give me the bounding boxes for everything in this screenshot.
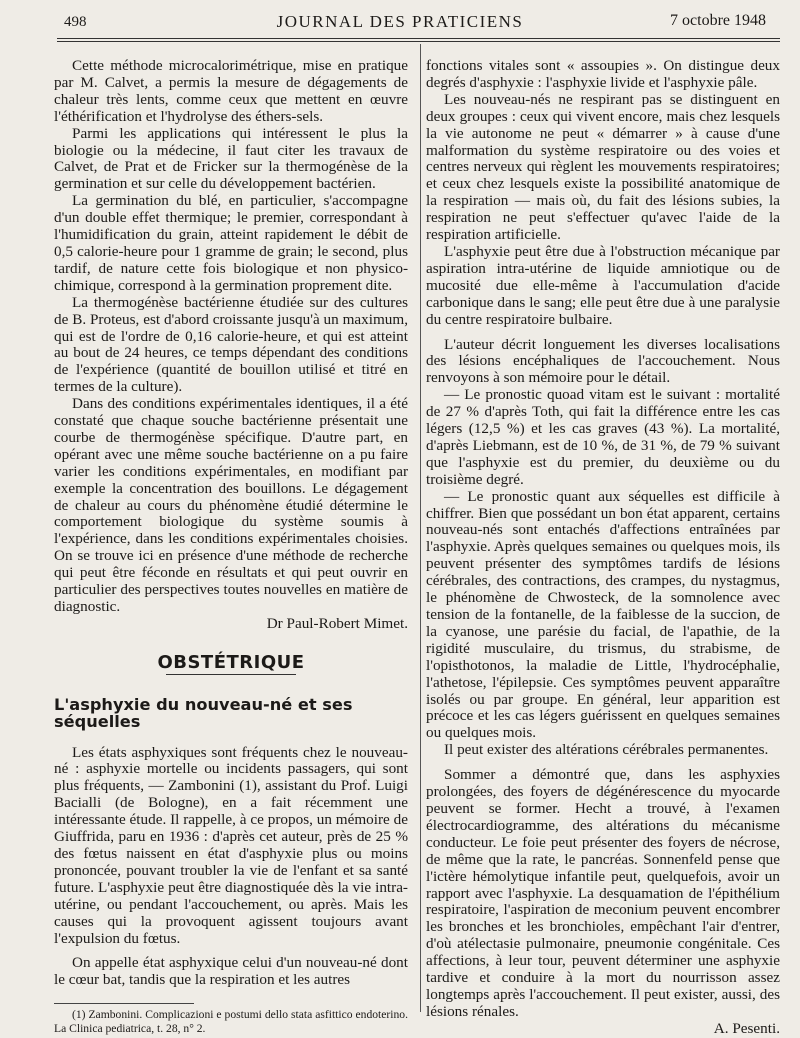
paragraph: Il peut exister des altérations cérébrales permanentes. (444, 741, 769, 759)
paragraph: Les états asphyxiques sont fréquents chez le nouveau-né : asphyxie mortelle ou incidents passagers, qui sont plus fréquents, — Zambonini (1), assistant du Prof. Luigi Bacialli (de Bologne), en a fait récemment une intéressante étude. Il rappelle, à ce propos, un mémoire de Giuffrida, paru en 1936 : d'après cet auteur, près de 25 % des fœtus naissent en état d'asphyxie plus ou moins prononcée, pouvant troubler la vie de l'enfant et sa santé future. L'asphyxie peut être diagnostiquée dès la vie intra-utérine, ou pendant l'accouchement, ou après. Mais les causes qui la provoquent agissent toujours avant l'expulsion du fœtus. (54, 743, 408, 947)
column-divider (420, 44, 421, 1012)
paragraph: Les nouveau-nés ne respirant pas se distinguent en deux groupes : ceux qui vivent encore, mais chez lesquels la vie autonome ne peut « démarrer » à cause d'une malformation du système respiratoire ou des voies et centres nerveux qui règlent les mouvements respiratoires; et ceux chez lesquels existe la possibilité anatomique de la respiration — mais où, du fait des lésions subies, la respiration ne peut s'effectuer qu'avec l'aide de la respiration artificielle. (426, 90, 780, 244)
right-column (426, 58, 780, 1038)
page-header (0, 8, 800, 32)
paragraph: — Le pronostic quant aux séquelles est difficile à chiffrer. Bien que possédant un bon état apparent, certains nouveau-nés sont entachés d'affections entraînées par l'asphyxie. Après quelques semaines ou quelques mois, ils peuvent présenter des symptômes tardifs de lésions cérébrales, des contractions, des crampes, du nystagmus, le phénomène de Chwosteck, de la somnolence avec tension de la fontanelle, de la faiblesse de la succion, de la cyanose, une parésie du facial, de l'apathie, de la rigidité musculaire, du trismus, du strabisme, de l'opisthotonos, la maladie de Little, l'hydrocéphalie, l'athetose, l'épilepsie. Ces symptômes peuvent apparaître isolés ou par groupe. En général, leur apparition est précoce et les cas légers guérissent en quelques semaines ou quelques mois. (426, 487, 780, 742)
issue-date: 7 octobre 1948 (670, 12, 766, 29)
paragraph: La thermogénèse bactérienne étudiée sur des cultures de B. Proteus, est d'abord croissante jusqu'à un maximum, qui est de l'ordre de 0,16 calorie-heure, et qui est atteint au bout de 24 heures, ce temps dépendant des conditions de l'expérience (quantité de bouillon utilisé et titré en termes de la culture). (54, 293, 408, 396)
author-signature: Dr Paul-Robert Mimet. (266, 614, 408, 632)
journal-title: JOURNAL DES PRATICIENS (276, 12, 524, 31)
paragraph: fonctions vitales sont « assoupies ». On distingue deux degrés d'asphyxie : l'asphyxie livide et l'asphyxie pâle. (426, 57, 780, 91)
section-underline (166, 674, 296, 675)
paragraph: L'auteur décrit longuement les diverses localisations des lésions encéphaliques de l'accouchement. Nous renvoyons à son mémoire pour le détail. (426, 335, 780, 387)
paragraph: L'asphyxie peut être due à l'obstruction mécanique par aspiration intra-utérine de liquide amniotique ou de mucosité due elle-même à l'accumulation d'acide carbonique dans le sang; elle peut être due à une paralysie du centre respiratoire bulbaire. (426, 242, 780, 328)
paragraph: — Le pronostic quoad vitam est le suivant : mortalité de 27 % d'après Toth, qui fait la différence entre les cas légers (12,5 %) et les cas graves (43 %). La mortalité, d'après Liebmann, est de 10 %, de 31 %, de 79 % suivant que l'asphyxie est du premier, du deuxième ou du troisième degré. (426, 386, 780, 488)
section-title: OBSTÉTRIQUE (157, 651, 305, 673)
paragraph: Parmi les applications qui intéressent le plus la biologie ou la médecine, il faut citer les travaux de Calvet, de Prat et de Fricker sur la thermogénèse de la germination et sur celle du développement bactérien. (54, 124, 408, 193)
paragraph: La germination du blé, en particulier, s'accompagne d'un double effet thermique; le premier, correspondant à l'humidification du grain, atteint rapidement le débit de 0,5 calorie-heure pour 1 gramme de grain; le second, plus tardif, de nature cette fois biologique et non physico-chimique, correspond à la germination proprement dite. (54, 192, 408, 294)
left-column (54, 58, 408, 1036)
paragraph: On appelle état asphyxique celui d'un nouveau-né dont le cœur bat, tandis que la respiration et les autres (54, 954, 408, 989)
header-rule-double (57, 41, 780, 42)
paragraph: Sommer a démontré que, dans les asphyxies prolongées, des foyers de dégénérescence du myocarde peuvent se former. Hecht a trouvé, à l'examen électrocardiogramme, des altérations du mécanisme conducteur. Le foie peut présenter des foyers de nécrose, de même que la rate, le pancréas. Sonnenfeld pense que l'ictère hémolytique infantile peut, quelquefois, avoir un rapport avec l'asphyxie. La desquamation de l'épithélium respiratoire, l'aspiration de meconium peuvent encombrer les bronches et les bronchioles, empêchant l'air d'entrer, d'où atélectasie pulmonaire, pneumonie congénitale. Ces affections, à leur tour, peuvent déterminer une asphyxie tardive et conduire à la mort du nourrisson assez longtemps après l'accouchement. Il peut exister, aussi, des lésions rénales. (426, 766, 780, 1020)
footnote: (1) Zambonini. Complicazioni e postumi dello stata asfittico endoterino. La Clinica pediatrica, t. 28, n° 2. (54, 1008, 408, 1036)
header-rule (57, 38, 780, 39)
article-title: L'asphyxie du nouveau-né et ses séquelles (54, 694, 353, 731)
author-signature: A. Pesenti. (713, 1019, 780, 1037)
footnote-rule (54, 1003, 194, 1004)
page-number: 498 (64, 14, 87, 30)
paragraph: Cette méthode microcalorimétrique, mise en pratique par M. Calvet, a permis la mesure de dégagements de chaleur très lents, comme ceux que mettent en œuvre l'éthérification et l'hydrolyse des éthers-sels. (54, 57, 408, 125)
paragraph: Dans des conditions expérimentales identiques, il a été constaté que chaque souche bactérienne présentait une courbe de thermogénèse spécifique. D'autre part, en opérant avec une même souche bactérienne on a pu faire varier les conditions expérimentales, en modifiant par exemple la concentration des bouillons. Le dégagement de chaleur au cours du phénomène étudié détermine le comportement biologique du système soumis à l'expérience, dans les conditions expérimentales choisies. On se trouve ici en présence d'une méthode de recherche qui peut être féconde en résultats et qui peut ouvrir en particulier des perspectives toutes nouvelles en matière de diagnostic. (54, 395, 408, 615)
